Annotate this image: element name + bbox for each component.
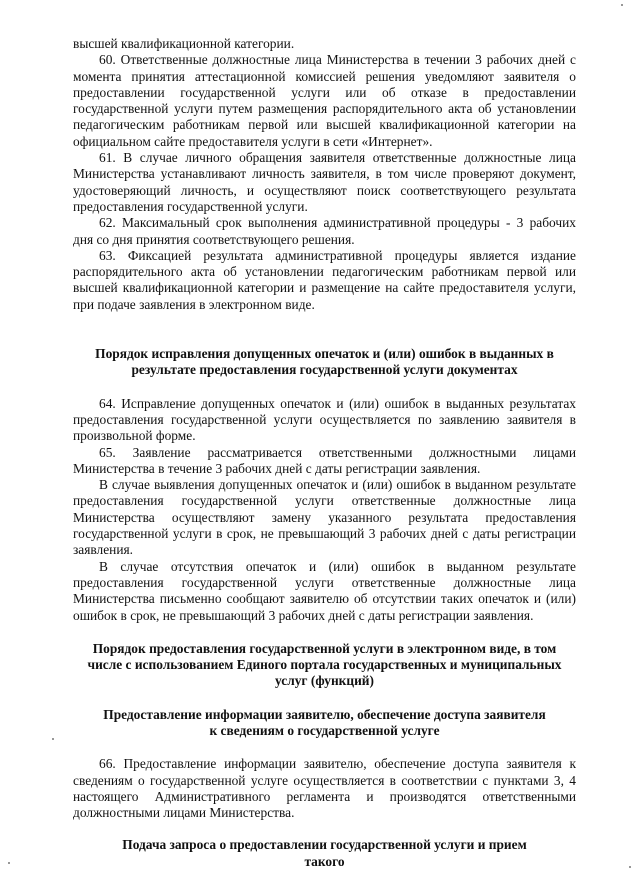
spacer bbox=[73, 821, 576, 837]
subsection-heading-information: Предоставление информации заявителю, обеспечение доступа заявителя к сведениям о государственной услуге bbox=[103, 706, 546, 738]
paragraph-65: 65. Заявление рассматривается ответственными должностными лицами Министерства в течение 3 рабочих дней с даты регистрации заявления. bbox=[73, 444, 576, 476]
paragraph-63: 63. Фиксацией результата административной процедуры является издание распорядительного акта об установлении педагогическим работникам первой или высшей квалификационной категории и размещение на сайте предоставителя услуги, при подаче заявления в электронном виде. bbox=[73, 247, 576, 312]
section-heading-electronic: Порядок предоставления государственной услуги в электронном виде, в том числе с использованием Единого портала государственных и муниципальных услуг (функций) bbox=[87, 640, 562, 689]
spacer bbox=[73, 624, 576, 641]
spacer bbox=[73, 690, 576, 707]
paragraph-60: 60. Ответственные должностные лица Министерства в течении 3 рабочих дней с момента принятия аттестационной комиссией решения уведомляют заявителя о предоставлении государственной услуги или об отказе в предоставлении государственной услуги путем размещения распорядительного акта об установлении педагогическим работникам первой или высшей квалификационной категории на официальном сайте предоставителя услуги в сети «Интернет». bbox=[73, 52, 576, 149]
scan-speck bbox=[52, 738, 54, 740]
paragraph-64: 64. Исправление допущенных опечаток и (или) ошибок в выданных результатах предоставления государственной услуги осуществляется по заявлению заявителя в произвольной форме. bbox=[73, 395, 576, 444]
spacer bbox=[73, 739, 576, 756]
subsection-heading-request: Подача запроса о предоставлении государственной услуги и прием такого bbox=[122, 837, 527, 869]
paragraph-continuation: высшей квалификационной категории. bbox=[73, 36, 295, 51]
document-page bbox=[73, 36, 576, 870]
scan-speck bbox=[8, 862, 10, 864]
spacer bbox=[73, 313, 576, 346]
scan-speck bbox=[621, 4, 623, 6]
paragraph-62: 62. Максимальный срок выполнения административной процедуры - 3 рабочих дня со дня принятия соответствующего решения. bbox=[73, 215, 576, 247]
section-heading-corrections: Порядок исправления допущенных опечаток и (или) ошибок в выданных в результате предоставления государственной услуги документах bbox=[95, 346, 554, 378]
paragraph-65-errors-found: В случае выявления допущенных опечаток и (или) ошибок в выданном результате предоставления государственной услуги ответственные должностные лица Министерства осуществляют замену указанного результата предоставления государственной услуги в срок, не превышающий 3 рабочих дней с даты регистрации заявления. bbox=[73, 477, 576, 558]
paragraph-66: 66. Предоставление информации заявителю, обеспечение доступа заявителя к сведениям о государственной услуге осуществляется в соответствии с пунктами 3, 4 настоящего Административного регламента и производятся ответственными должностными лицами Министерства. bbox=[73, 756, 576, 821]
paragraph-61: 61. В случае личного обращения заявителя ответственные должностные лица Министерства устанавливают личность заявителя, в том числе проверяют документ, удостоверяющий личность, и осуществляют поиск соответствующего результата предоставления государственной услуги. bbox=[73, 150, 576, 214]
spacer bbox=[73, 379, 576, 396]
scan-speck bbox=[629, 866, 631, 868]
paragraph-65-no-errors: В случае отсутствия опечаток и (или) ошибок в выданном результате предоставления государственной услуги ответственные должностные лица Министерства письменно сообщают заявителю об отсутствии таких опечаток и (или) ошибок в срок, не превышающий 3 рабочих дней с даты регистрации заявления. bbox=[73, 558, 576, 623]
